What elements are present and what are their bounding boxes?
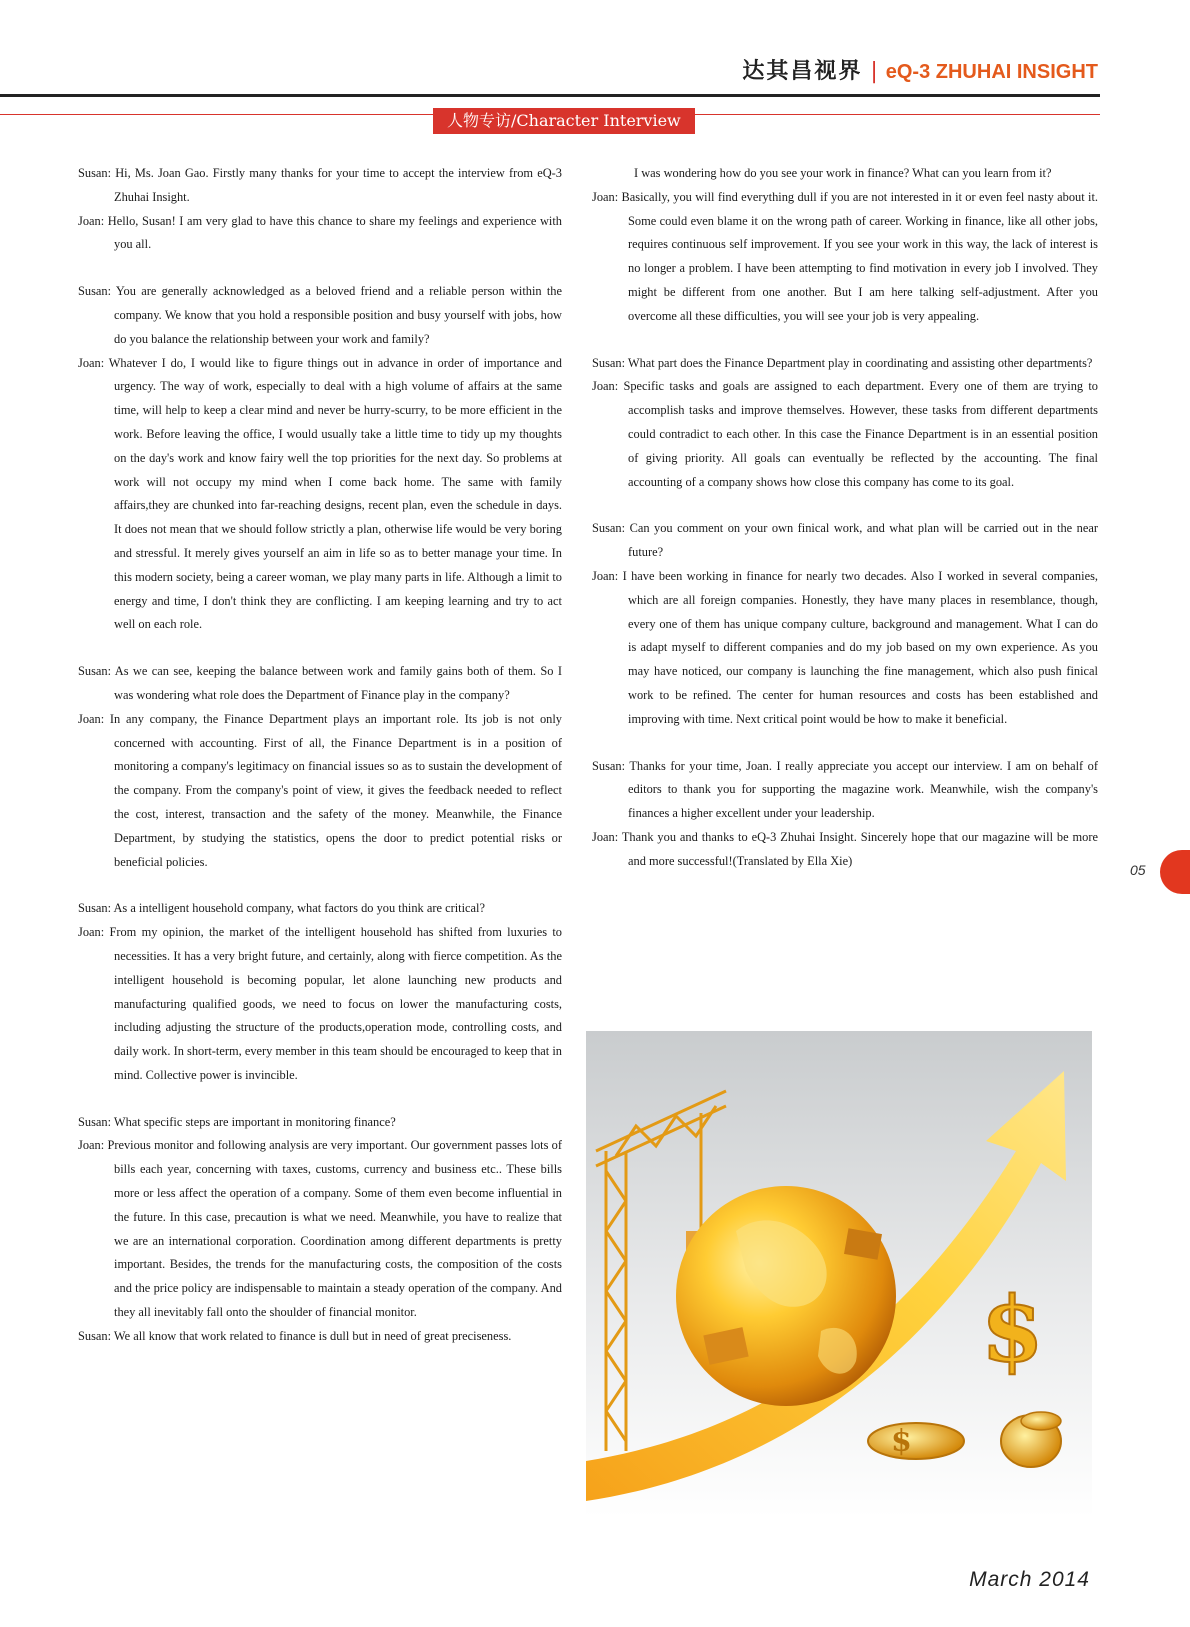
speaker-label: Susan:	[78, 1328, 112, 1343]
magazine-header	[742, 54, 1098, 85]
speaker-label: Joan:	[592, 379, 619, 394]
entry-text: As a intelligent household company, what factors do you think are critical?	[113, 901, 485, 916]
speaker-label: Joan:	[78, 711, 105, 726]
entry-text: We all know that work related to finance is dull but in need of great preciseness.	[113, 1328, 512, 1343]
left-column	[78, 162, 562, 1349]
interview-entry	[78, 921, 562, 1088]
speaker-label: Joan:	[592, 829, 619, 844]
entry-text: Specific tasks and goals are assigned to each department. Every one of them are trying to accomplish tasks and improve themselves. However, these tasks from different departments could contradict to each other. In this case the Finance Department is in an essential position of giving priority. All goals can eventually be reflected by the accounting. The final accounting of a company shows how close this company has come to its goal.	[623, 379, 1099, 489]
globe-crane-arrow-image	[586, 1031, 1092, 1517]
interview-entry	[592, 352, 1098, 376]
interview-entry	[592, 755, 1098, 826]
entry-text: What part does the Finance Department play in coordinating and assisting other departments?	[627, 355, 1093, 370]
interview-entry	[592, 375, 1098, 494]
speaker-label: Susan:	[78, 284, 112, 299]
speaker-label: Joan:	[78, 925, 105, 940]
page-number: 05	[1130, 862, 1146, 878]
interview-entry	[78, 352, 562, 638]
speaker-label: Susan:	[78, 664, 112, 679]
speaker-label: Joan:	[592, 568, 619, 583]
header-title-chinese: 达其昌视界	[742, 59, 863, 84]
entry-text: You are generally acknowledged as a beloved friend and a reliable person within the company. We know that you hold a responsible position and busy yourself with jobs, how do you balance the relationship between your work and family?	[114, 284, 562, 346]
header-rule	[0, 94, 1100, 97]
interview-entry	[592, 517, 1098, 565]
interview-entry	[78, 660, 562, 708]
entry-text: What specific steps are important in monitoring finance?	[113, 1114, 396, 1129]
entry-text: I have been working in finance for nearly two decades. Also I worked in several companies, which are all foreign companies. Honestly, they have many places in resemblance, though, every one of them has unique company culture, background and management. What I can do is adapt myself to different companies and do my job based on my own experience. As you may have noticed, our company is launching the fine management, which also push finical work to be refined. The center for human resources and costs has been established and improving with time. Next critical point would be how to make it beneficial.	[622, 568, 1098, 726]
entry-text: In any company, the Finance Department plays an important role. Its job is not only concerned with accounting. First of all, the Finance Department is in a position of monitoring a company's legitimacy on financial issues so as to sustain the development of the company. From the company's point of view, it gives the feedback needed to reflect the cost, interest, transaction and the safety of the money. Meanwhile, the Finance Department, by studying the statistics, opens the door to predict potential risks or beneficial policies.	[109, 711, 562, 869]
interview-entry	[78, 1111, 562, 1135]
entry-text: Basically, you will find everything dull if you are not interested in it or even feel nasty about it. Some could even blame it on the wrong path of career. Working in finance, like all other jobs, requires continuous self improvement. If you see your work in this way, the lack of interest is no longer a problem. I have been attempting to find motivation in every job I involved. They might be different from one another. But I am here talking self-adjustment. After you overcome all these difficulties, you will see your job is very appealing.	[621, 189, 1098, 323]
speaker-label: Joan:	[78, 213, 105, 228]
continued-question: I was wondering how do you see your work in finance? What can you learn from it?	[634, 166, 1052, 180]
entry-text: From my opinion, the market of the intelligent household has shifted from luxuries to necessities. It has a very bright future, and certainly, along with fierce competition. As the intelligent household is becoming popular, let alone launching new products and manufacturing qualified goods, we need to focus on lower the manufacturing costs, including adjusting the structure of the products,operation mode, controlling costs, and daily work. In short-term, every member in this team should be encouraged to keep that in mind. Collective power is invincible.	[109, 925, 562, 1082]
interview-entry	[78, 897, 562, 921]
speaker-label: Susan:	[78, 1114, 112, 1129]
entry-text: Previous monitor and following analysis are very important. Our government passes lots of bills each year, concerning with taxes, customs, currency and business etc.. These bills more or less affect the operation of a company. Some of them even become influential in the future. In this case, precaution is what we need. Meanwhile, you have to realize that we are an international corporation. Coordination among different departments is pretty important. Besides, the trends for the manufacturing costs, the composition of the costs and the price policy are indispensable to maintain a steady operation of the company. And they all inevitably fall onto the shoulder of financial monitor.	[107, 1138, 562, 1320]
speaker-label: Susan:	[78, 901, 112, 916]
speaker-label: Joan:	[78, 355, 105, 370]
speaker-label: Susan:	[592, 758, 626, 773]
speaker-label: Susan:	[592, 521, 626, 536]
speaker-label: Susan:	[592, 355, 626, 370]
speaker-label: Joan:	[592, 189, 619, 204]
entry-text: Whatever I do, I would like to figure things out in advance in order of importance and urgency. The way of work, especially to deal with a high volume of affairs at the same time, will help to keep a clear mind and never be hurry-scurry, to be more efficient in the work. Before leaving the office, I would usually take a little time to tidy up my thoughts on the day's work and know fairy well the top priorities for the next day. So problems at work will not occupy my mind when I come back home. The same with family affairs,they are chunked into far-reaching designs, recent plan, even the schedule in days. It does not mean that we should follow strictly a plan, otherwise life would be very boring and stressful. It merely gives yourself an aim in life so as to better manage your time. In this modern society, being a career woman, we play many parts in life. Although a limit to energy and time, I don't think they are conflicting. I am keeping learning and try to act well on each role.	[108, 355, 562, 632]
interview-entry	[78, 280, 562, 351]
header-title-english: eQ-3 ZHUHAI INSIGHT	[885, 61, 1098, 83]
interview-entry	[592, 565, 1098, 732]
section-tag: 人物专访/Character Interview	[433, 108, 695, 134]
interview-entry	[592, 826, 1098, 874]
speaker-label: Susan:	[78, 166, 112, 180]
right-column	[592, 162, 1098, 874]
entry-text: Thank you and thanks to eQ-3 Zhuhai Insight. Sincerely hope that our magazine will be more and more successful!(Translated by Ella Xie)	[621, 829, 1099, 868]
svg-text:$: $	[981, 1277, 1044, 1383]
page-tab	[1160, 850, 1190, 894]
entry-text: Hello, Susan! I am very glad to have this chance to share my feelings and experience with you all.	[107, 213, 562, 252]
interview-entry	[78, 210, 562, 258]
interview-entry	[78, 1134, 562, 1324]
entry-text: Hi, Ms. Joan Gao. Firstly many thanks for your time to accept the interview from eQ-3 Zhuhai Insight.	[114, 166, 562, 204]
interview-entry	[592, 186, 1098, 329]
issue-date: March 2014	[969, 1568, 1090, 1591]
speaker-label: Joan:	[78, 1138, 105, 1153]
entry-text: Can you comment on your own finical work, and what plan will be carried out in the near future?	[628, 521, 1099, 560]
interview-entry	[78, 1325, 562, 1349]
header-separator: |	[870, 59, 878, 84]
interview-entry	[78, 708, 562, 875]
entry-text: As we can see, keeping the balance between work and family gains both of them. So I was wondering what role does the Department of Finance play in the company?	[114, 664, 562, 702]
entry-text: Thanks for your time, Joan. I really appreciate you accept our interview. I am on behalf of editors to thank you for supporting the magazine work. Meanwhile, wish the company's finances a higher excellent under your leadership.	[628, 758, 1099, 821]
finance-illustration	[586, 1031, 1092, 1517]
interview-entry	[78, 162, 562, 210]
svg-text:$: $	[891, 1424, 912, 1459]
